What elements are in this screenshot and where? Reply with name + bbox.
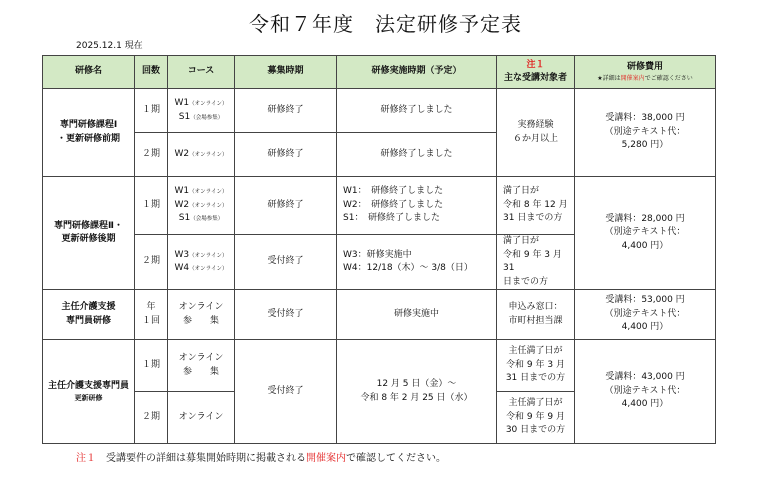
period-cell: W3：研修実施中 W4：12/18（木）～ 3/8（日） <box>337 235 497 290</box>
fee-cell: 受講料：38,000 円 （別途テキスト代： 5,280 円） <box>575 89 716 177</box>
header-target <box>497 56 575 89</box>
round-cell: １期 <box>135 340 168 392</box>
period-cell: 研修実施中 <box>337 290 497 340</box>
footnote <box>76 449 446 464</box>
note1-mark: 注１ <box>526 59 545 70</box>
course-name-cell: 主任介護支援専門員 更新研修 <box>43 340 135 444</box>
footnote-mark: 注１ <box>76 453 96 464</box>
course-cell: W1（オンライン） W2（オンライン） S1（会場参集） <box>168 177 235 235</box>
footnote-link[interactable]: 開催案内 <box>306 453 346 464</box>
target-cell: 主任満了日が 令和 9 年 3 月 31 日までの方 <box>497 340 575 392</box>
fee-cell: 受講料：43,000 円 （別途テキスト代： 4,400 円） <box>575 340 716 444</box>
course-cell: W3（オンライン） W4（オンライン） <box>168 235 235 290</box>
fee-cell: 受講料：28,000 円 （別途テキスト代： 4,400 円） <box>575 177 716 290</box>
recruit-cell: 受付終了 <box>235 235 337 290</box>
round-cell: ２期 <box>135 133 168 177</box>
training-schedule-table <box>42 55 716 444</box>
target-cell: 実務経験 ６か月以上 <box>497 89 575 177</box>
header-fee-note: ★詳細は開催案内でご確認ください <box>597 75 693 83</box>
period-cell: W1： 研修終了しました W2： 研修終了しました S1： 研修終了しました <box>337 177 497 235</box>
header-target-label: 主な受講対象者 <box>503 73 567 83</box>
round-cell: 年 １回 <box>135 290 168 340</box>
course-name-cell: 専門研修課程Ⅰ ・更新研修前期 <box>43 89 135 177</box>
period-cell: 研修終了しました <box>337 89 497 133</box>
course-cell: オンライン 参 集 <box>168 340 235 392</box>
fee-note-link[interactable]: 開催案内 <box>620 75 645 83</box>
page-title: 令和７年度 法定研修予定表 <box>249 12 522 36</box>
header-row <box>43 56 716 89</box>
as-of-date: 2025.12.1 現在 <box>76 41 143 51</box>
target-cell: 満了日が 令和 9 年 3 月31 日までの方 <box>497 235 575 290</box>
target-cell: 主任満了日が 令和 9 年 9 月 30 日までの方 <box>497 392 575 444</box>
header-course: コース <box>168 56 235 89</box>
course-cell: W2（オンライン） <box>168 133 235 177</box>
header-fee-label: 研修費用 <box>626 61 663 72</box>
target-cell: 満了日が 令和 8 年 12 月 31 日までの方 <box>497 177 575 235</box>
header-name: 研修名 <box>43 56 135 89</box>
round-cell: １期 <box>135 89 168 133</box>
recruit-cell: 研修終了 <box>235 89 337 133</box>
course-name-cell: 専門研修課程Ⅱ・ 更新研修後期 <box>43 177 135 290</box>
table-row <box>43 290 716 340</box>
round-cell: ２期 <box>135 235 168 290</box>
course-cell: W1（オンライン） S1（会場参集） <box>168 89 235 133</box>
table-row <box>43 89 716 133</box>
recruit-cell: 受付終了 <box>235 340 337 444</box>
course-cell: オンライン 参 集 <box>168 290 235 340</box>
recruit-cell: 研修終了 <box>235 177 337 235</box>
table-row <box>43 340 716 392</box>
table-row <box>43 177 716 235</box>
target-cell: 申込み窓口： 市町村担当課 <box>497 290 575 340</box>
footnote-text: 受講要件の詳細は募集開始時期に掲載される <box>96 453 306 464</box>
course-cell: オンライン <box>168 392 235 444</box>
fee-cell: 受講料：53,000 円 （別途テキスト代： 4,400 円） <box>575 290 716 340</box>
course-name-cell: 主任介護支援 専門員研修 <box>43 290 135 340</box>
round-cell: ２期 <box>135 392 168 444</box>
round-cell: １期 <box>135 177 168 235</box>
header-recruit: 募集時期 <box>235 56 337 89</box>
header-round: 回数 <box>135 56 168 89</box>
header-fee <box>575 56 716 89</box>
footnote-text-end: で確認してください。 <box>346 453 446 464</box>
header-period: 研修実施時期（予定） <box>337 56 497 89</box>
period-cell: 研修終了しました <box>337 133 497 177</box>
recruit-cell: 受付終了 <box>235 290 337 340</box>
period-cell: 12 月 5 日（金）～ 令和 8 年 2 月 25 日（水） <box>337 340 497 444</box>
recruit-cell: 研修終了 <box>235 133 337 177</box>
